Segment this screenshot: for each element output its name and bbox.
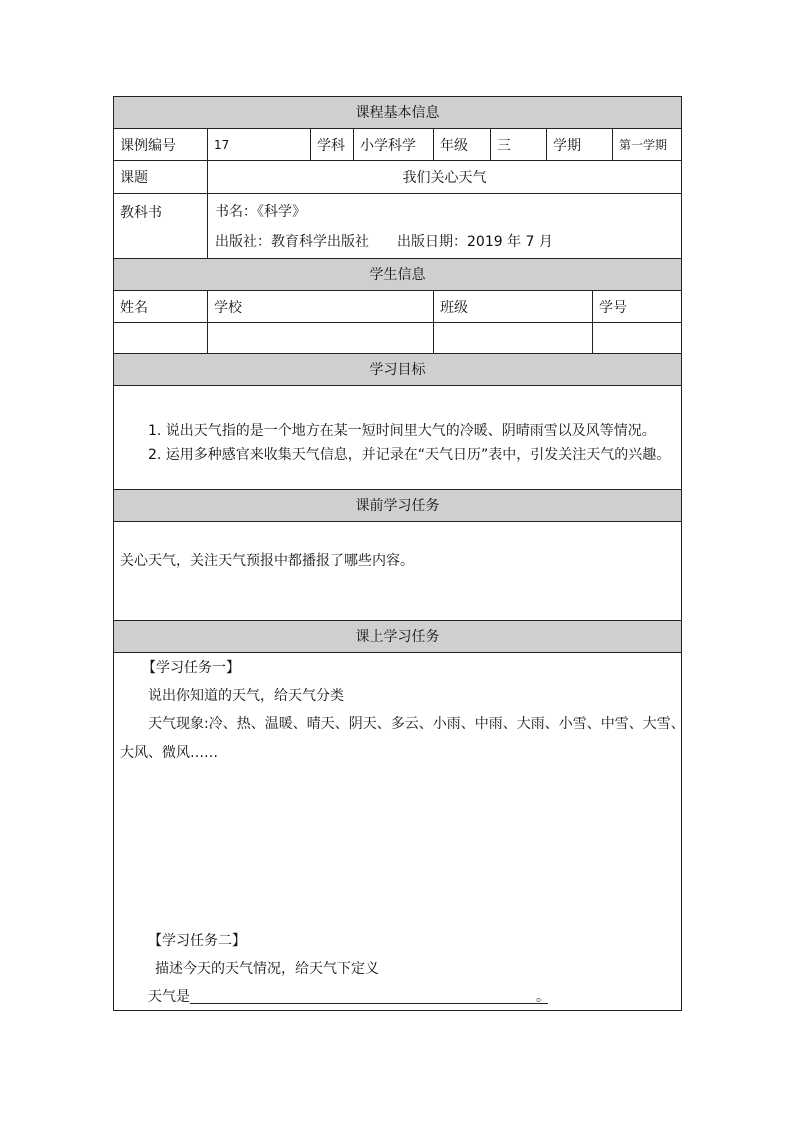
definition-suffix: 。 — [536, 989, 550, 1005]
definition-prefix: 天气是 — [148, 989, 190, 1005]
student-class-label: 班级 — [434, 291, 593, 322]
section-title: 课前学习任务 — [355, 498, 440, 514]
in-class-task-body — [114, 653, 685, 1010]
section-header-in-class-task — [114, 621, 681, 653]
student-value-row — [114, 323, 681, 354]
task1-line: 说出你知道的天气，给天气分类 — [148, 688, 344, 704]
topic-value: 我们关心天气 — [402, 170, 487, 186]
textbook-label: 教科书 — [114, 194, 208, 258]
pre-task-text: 关心天气，关注天气预报中都播报了哪些内容。 — [120, 553, 414, 569]
objective-item: 2. 运用多种感官来收集天气信息，并记录在“天气日历”表中，引发关注天气的兴趣。 — [148, 447, 671, 463]
section-header-objectives — [114, 354, 681, 386]
pre-task-body — [114, 522, 681, 621]
student-label-row — [114, 291, 681, 323]
topic-label: 课题 — [114, 161, 208, 193]
publish-date: 出版日期：2019 年 7 月 — [397, 234, 553, 250]
case-no-label: 课例编号 — [114, 129, 208, 160]
student-id-label: 学号 — [599, 299, 627, 316]
section-title: 学生信息 — [369, 267, 426, 283]
section-header-student-info — [114, 259, 681, 291]
student-id-field[interactable] — [593, 323, 681, 353]
basic-info-row — [114, 129, 681, 161]
subject-value: 小学科学 — [354, 129, 434, 160]
lesson-sheet — [113, 96, 685, 1011]
publisher: 出版社：教育科学出版社 — [215, 234, 369, 250]
objectives-body — [114, 386, 681, 490]
subject-label: 学科 — [311, 129, 354, 160]
task1-line: 大风、微风…… — [120, 745, 218, 761]
student-name-field[interactable] — [114, 323, 208, 353]
section-header-pre-task — [114, 490, 681, 522]
student-name-label: 姓名 — [114, 291, 208, 322]
student-school-label: 学校 — [208, 291, 434, 322]
section-title: 学习目标 — [369, 362, 426, 378]
textbook-row — [114, 194, 681, 259]
book-name: 书名：《科学》 — [215, 204, 306, 220]
objective-item: 1. 说出天气指的是一个地方在某一短时间里大气的冷暖、阴晴雨雪以及风等情况。 — [148, 423, 656, 439]
task1-line: 天气现象:冷、热、温暖、晴天、阴天、多云、小雨、中雨、大雨、小雪、中雪、大雪、 — [148, 716, 685, 732]
student-school-field[interactable] — [208, 323, 434, 353]
task1-title: 【学习任务一】 — [142, 660, 240, 676]
definition-blank[interactable] — [190, 1003, 548, 1004]
term-label: 学期 — [547, 129, 613, 160]
topic-row — [114, 161, 681, 194]
term-value: 第一学期 — [619, 138, 668, 152]
case-no-value: 17 — [208, 129, 311, 160]
student-class-field[interactable] — [434, 323, 593, 353]
grade-label: 年级 — [434, 129, 491, 160]
task2-line: 描述今天的天气情况，给天气下定义 — [155, 961, 379, 977]
section-header-basic-info — [114, 97, 681, 129]
task2-title: 【学习任务二】 — [148, 933, 246, 949]
section-title: 课上学习任务 — [355, 629, 440, 645]
section-title: 课程基本信息 — [355, 105, 440, 121]
grade-value: 三 — [491, 129, 547, 160]
